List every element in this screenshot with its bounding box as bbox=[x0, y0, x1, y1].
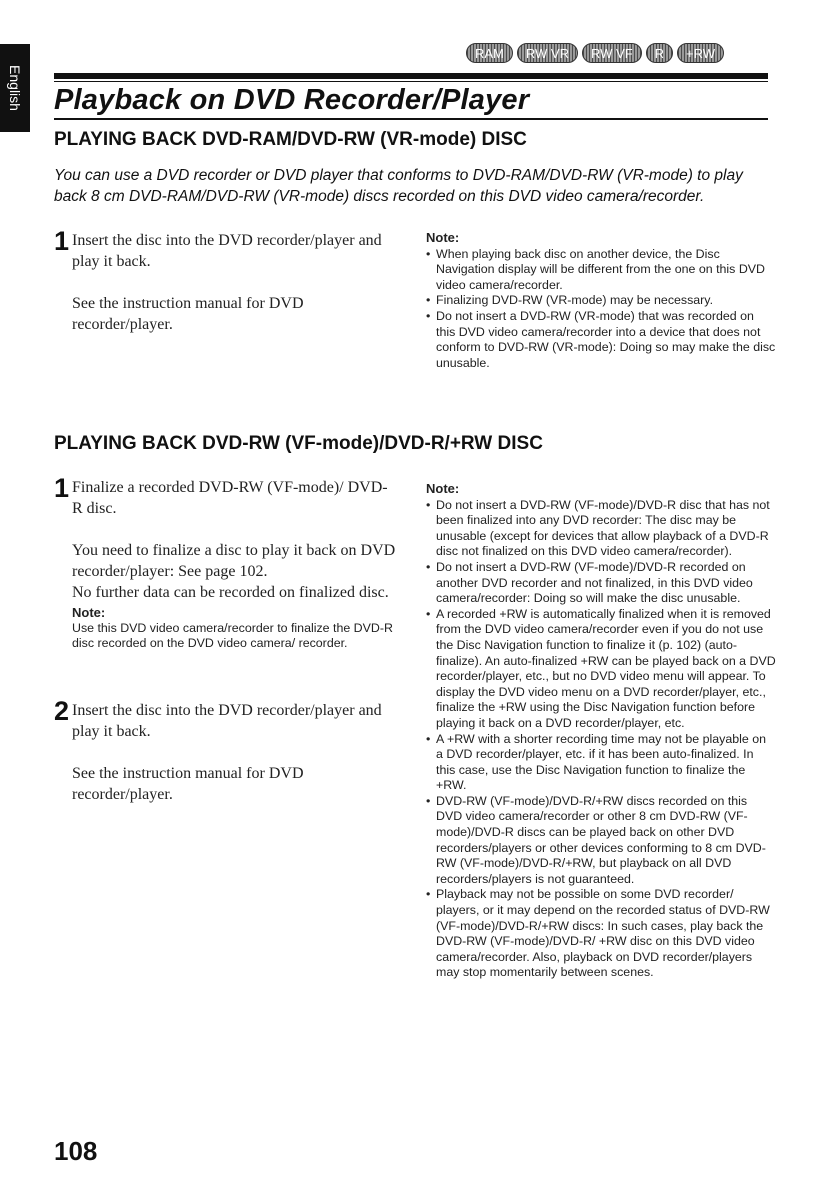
title-underline bbox=[54, 118, 768, 120]
section1-step1-number: 1 bbox=[54, 226, 70, 256]
note-heading: Note: bbox=[426, 481, 460, 496]
header-rule-thick bbox=[54, 73, 768, 79]
step-detail: See the instruction manual for DVD recorder/player. bbox=[72, 295, 304, 333]
page-number: 108 bbox=[54, 1136, 98, 1166]
section2-step1-body bbox=[72, 477, 397, 652]
badge-plus-rw: +RW bbox=[677, 43, 724, 63]
section1-intro: You can use a DVD recorder or DVD player that conforms to DVD-RAM/DVD-RW (VR-mode) to play back 8 cm DVD-RAM/DVD-RW (VR-mode) discs recorded on this DVD video camera/recorder. bbox=[54, 167, 743, 205]
section2-step2-number: 2 bbox=[54, 696, 70, 726]
section1-note bbox=[426, 230, 776, 371]
step-detail: No further data can be recorded on finalized disc. bbox=[72, 584, 389, 601]
note-text: Use this DVD video camera/recorder to finalize the DVD-R disc recorded on the DVD video camera/ recorder. bbox=[72, 620, 393, 651]
badge-rw-vf: RW VF bbox=[582, 43, 642, 63]
note-item: • Do not insert a DVD-RW (VR-mode) that was recorded on this DVD video camera/recorder into a device that does not conform to DVD-RW (VR-mode): Doing so may make the disc unusable. bbox=[426, 309, 776, 371]
note-item: • Finalizing DVD-RW (VR-mode) may be necessary. bbox=[426, 293, 776, 309]
language-side-tab bbox=[0, 44, 30, 132]
section2-step1-note bbox=[72, 605, 397, 652]
header-rule-thin bbox=[54, 81, 768, 82]
section2-note bbox=[426, 481, 776, 981]
step-detail: See the instruction manual for DVD recorder/player. bbox=[72, 765, 304, 803]
section1-heading: PLAYING BACK DVD-RAM/DVD-RW (VR-mode) DISC bbox=[54, 129, 527, 150]
section2-heading: PLAYING BACK DVD-RW (VF-mode)/DVD-R/+RW DISC bbox=[54, 433, 543, 454]
note-item: • When playing back disc on another device, the Disc Navigation display will be different from the one on this DVD video camera/recorder. bbox=[426, 247, 776, 294]
language-label: English bbox=[7, 65, 24, 111]
step-instruction: Insert the disc into the DVD recorder/player and play it back. bbox=[72, 702, 382, 740]
page-title: Playback on DVD Recorder/Player bbox=[54, 84, 530, 116]
section1-step1-body bbox=[72, 230, 397, 335]
note-item: • DVD-RW (VF-mode)/DVD-R/+RW discs recorded on this DVD video camera/recorder or other 8 cm DVD-RW (VF-mode)/DVD-R discs can be played back on other DVD recorders/players or other devices conforming to 8 cm DVD-RW (VF-mode)/DVD-R/+RW, but playback on all DVD recorders/players is not guaranteed. bbox=[426, 794, 776, 888]
note-heading: Note: bbox=[426, 230, 460, 245]
note-item: • A +RW with a shorter recording time may not be playable on a DVD recorder/player, etc. if it has been auto-finalized. In this case, use the Disc Navigation function to finalize the +RW. bbox=[426, 732, 776, 794]
disc-type-badges bbox=[466, 43, 724, 63]
step-instruction: Finalize a recorded DVD-RW (VF-mode)/ DVD-R disc. bbox=[72, 479, 388, 517]
badge-rw-vr: RW VR bbox=[517, 43, 578, 63]
step-detail: You need to finalize a disc to play it back on DVD recorder/player: See page 102. bbox=[72, 542, 396, 580]
step-instruction: Insert the disc into the DVD recorder/player and play it back. bbox=[72, 232, 382, 270]
note-heading: Note: bbox=[72, 605, 106, 620]
section2-step2-body bbox=[72, 700, 397, 805]
note-item: • A recorded +RW is automatically finalized when it is removed from the DVD video camera/recorder even if you do not use the Disc Navigation function to finalize it (p. 102) (auto-finalize). An auto-finalized +RW can be played back on a DVD recorder/player, etc., but no DVD video menu will appear. To display the DVD video menu on a DVD recorder/player, etc., finalize the +RW using the Disc Navigation function before playing it back on a DVD recorder/player, etc. bbox=[426, 607, 776, 732]
note-item: • Playback may not be possible on some DVD recorder/ players, or it may depend on the recorded status of DVD-RW (VF-mode)/DVD-R/+RW discs: In such cases, play back the DVD-RW (VF-mode)/DVD-R/ +RW disc on this DVD video camera/recorder. Also, playback on DVD recorder/players may stop momentarily between scenes. bbox=[426, 887, 776, 981]
badge-ram: RAM bbox=[466, 43, 513, 63]
section2-step1-number: 1 bbox=[54, 473, 70, 503]
badge-r: R bbox=[646, 43, 673, 63]
note-item: • Do not insert a DVD-RW (VF-mode)/DVD-R disc that has not been finalized into any DVD recorder: The disc may be unusable (except for devices that allow playback of a DVD-R disc not finalized on this DVD video camera/recorder). bbox=[426, 498, 776, 560]
note-item: • Do not insert a DVD-RW (VF-mode)/DVD-R recorded on another DVD recorder and not finalized, in this DVD video camera/recorder: Doing so will make the disc unusable. bbox=[426, 560, 776, 607]
